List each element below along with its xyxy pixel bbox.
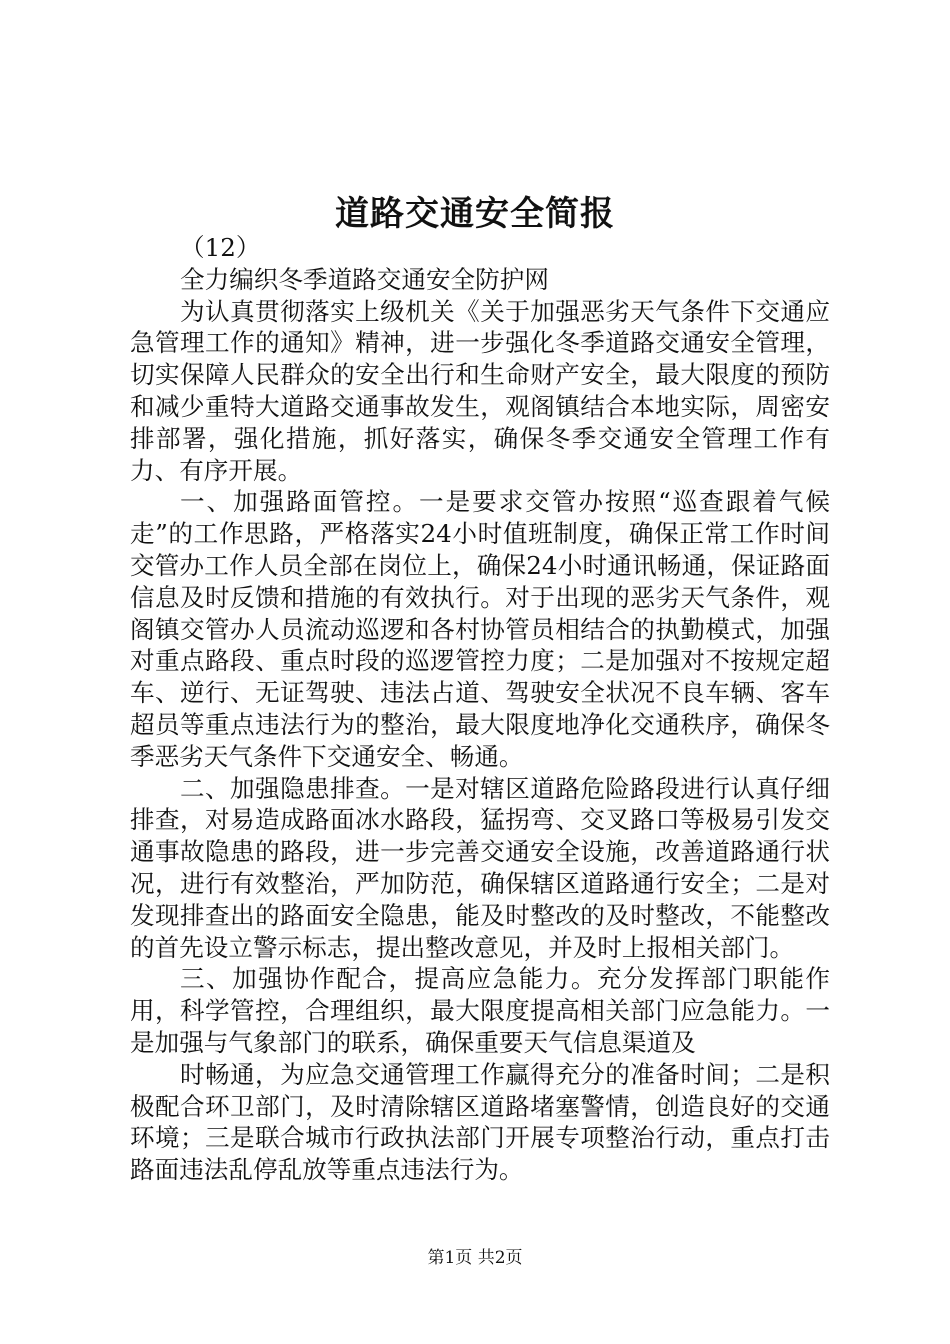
document-subtitle: 全力编织冬季道路交通安全防护网 xyxy=(180,264,549,294)
intro-paragraph: 为认真贯彻落实上级机关《关于加强恶劣天气条件下交通应急管理工作的通知》精神，进一步强化冬季道路交通安全管理，切实保障人民群众的安全出行和生命财产安全，最大限度的预防和减少重特大道路交通事故发生，观阁镇结合本地实际，周密安排部署，强化措施，抓好落实，确保冬季交通安全管理工作有力、有序开展。 xyxy=(130,296,830,485)
section-cooperation-continued: 时畅通，为应急交通管理工作赢得充分的准备时间；二是积极配合环卫部门，及时清除辖区道路堵塞警情，创造良好的交通环境；三是联合城市行政执法部门开展专项整治行动，重点打击路面违法乱停乱放等重点违法行为。 xyxy=(130,1059,830,1185)
issue-number: （12） xyxy=(180,233,261,262)
document-body xyxy=(130,232,830,1186)
section-hazard-check: 二、加强隐患排查。一是对辖区道路危险路段进行认真仔细排查，对易造成路面冰水路段，猛拐弯、交叉路口等极易引发交通事故隐患的路段，进一步完善交通安全设施，改善道路通行状况，进行有效整治，严加防范，确保辖区道路通行安全；二是对发现排查出的路面安全隐患，能及时整改的及时整改，不能整改的首先设立警示标志，提出整改意见，并及时上报相关部门。 xyxy=(130,773,830,962)
document-title: 道路交通安全简报 xyxy=(335,194,615,234)
section-cooperation: 三、加强协作配合，提高应急能力。充分发挥部门职能作用，科学管控，合理组织，最大限度提高相关部门应急能力。一是加强与气象部门的联系，确保重要天气信息渠道及 xyxy=(130,964,830,1057)
page-number-footer: 第1页 共2页 xyxy=(427,1248,523,1268)
section-road-control: 一、加强路面管控。一是要求交管办按照“巡查跟着气候走”的工作思路，严格落实24小时值班制度，确保正常工作时间交管办工作人员全部在岗位上，确保24小时通讯畅通，保证路面信息及时反馈和措施的有效执行。对于出现的恶劣天气条件，观阁镇交管办人员流动巡逻和各村协管员相结合的执勤模式，加强对重点路段、重点时段的巡逻管控力度；二是加强对不按规定超车、逆行、无证驾驶、违法占道、驾驶安全状况不良车辆、客车超员等重点违法行为的整治，最大限度地净化交通秩序，确保冬季恶劣天气条件下交通安全、畅通。 xyxy=(130,487,830,771)
